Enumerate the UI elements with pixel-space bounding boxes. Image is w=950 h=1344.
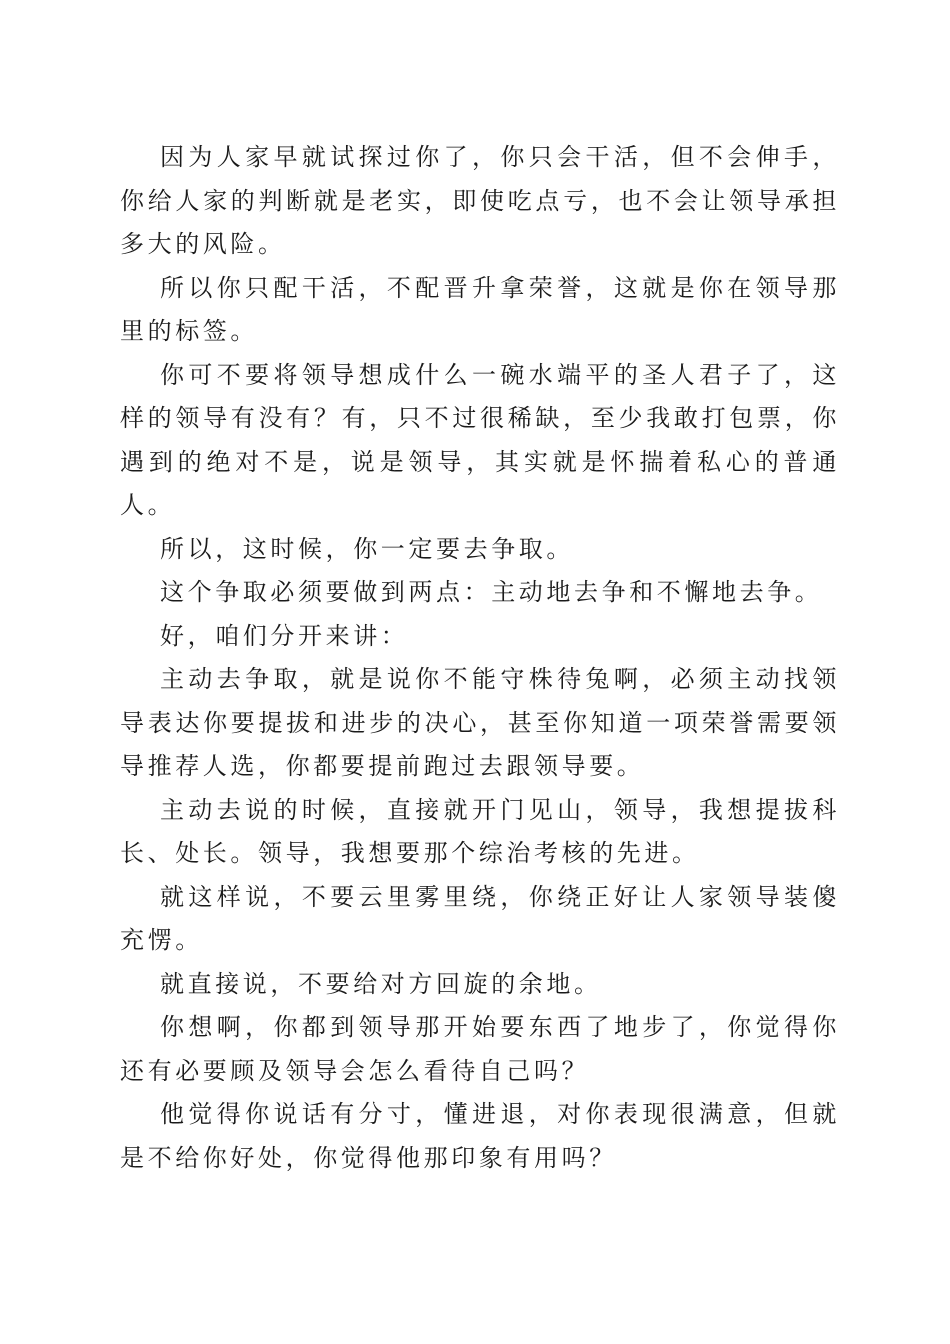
- paragraph-7: 主动去争取，就是说你不能守株待兔啊，必须主动找领导表达你要提拔和进步的决心，甚至你知道一项荣誉需要领导推荐人选，你都要提前跑过去跟领导要。: [120, 665, 840, 780]
- paragraph-2: 所以你只配干活，不配晋升拿荣誉，这就是你在领导那里的标签。: [120, 273, 840, 345]
- paragraph-9: 就这样说，不要云里雾里绕，你绕正好让人家领导装傻充愣。: [120, 882, 840, 954]
- paragraph-5: 这个争取必须要做到两点：主动地去争和不懈地去争。: [160, 578, 823, 606]
- document-body: [120, 136, 840, 1180]
- paragraph-11: 你想啊，你都到领导那开始要东西了地步了，你觉得你还有必要顾及领导会怎么看待自己吗？: [120, 1013, 840, 1085]
- paragraph-1: 因为人家早就试探过你了，你只会干活，但不会伸手，你给人家的判断就是老实，即使吃点亏，也不会让领导承担多大的风险。: [120, 143, 840, 258]
- paragraph-12: 他觉得你说话有分寸，懂进退，对你表现很满意，但就是不给你好处，你觉得他那印象有用吗？: [120, 1100, 840, 1172]
- paragraph-4: 所以，这时候，你一定要去争取。: [160, 534, 574, 563]
- paragraph-3: 你可不要将领导想成什么一碗水端平的圣人君子了，这样的领导有没有？有，只不过很稀缺，至少我敢打包票，你遇到的绝对不是，说是领导，其实就是怀揣着私心的普通人。: [120, 360, 840, 519]
- paragraph-8: 主动去说的时候，直接就开门见山，领导，我想提拔科长、处长。领导，我想要那个综治考核的先进。: [120, 795, 840, 867]
- paragraph-10: 就直接说，不要给对方回旋的余地。: [160, 969, 602, 998]
- paragraph-6: 好，咱们分开来讲：: [160, 621, 409, 650]
